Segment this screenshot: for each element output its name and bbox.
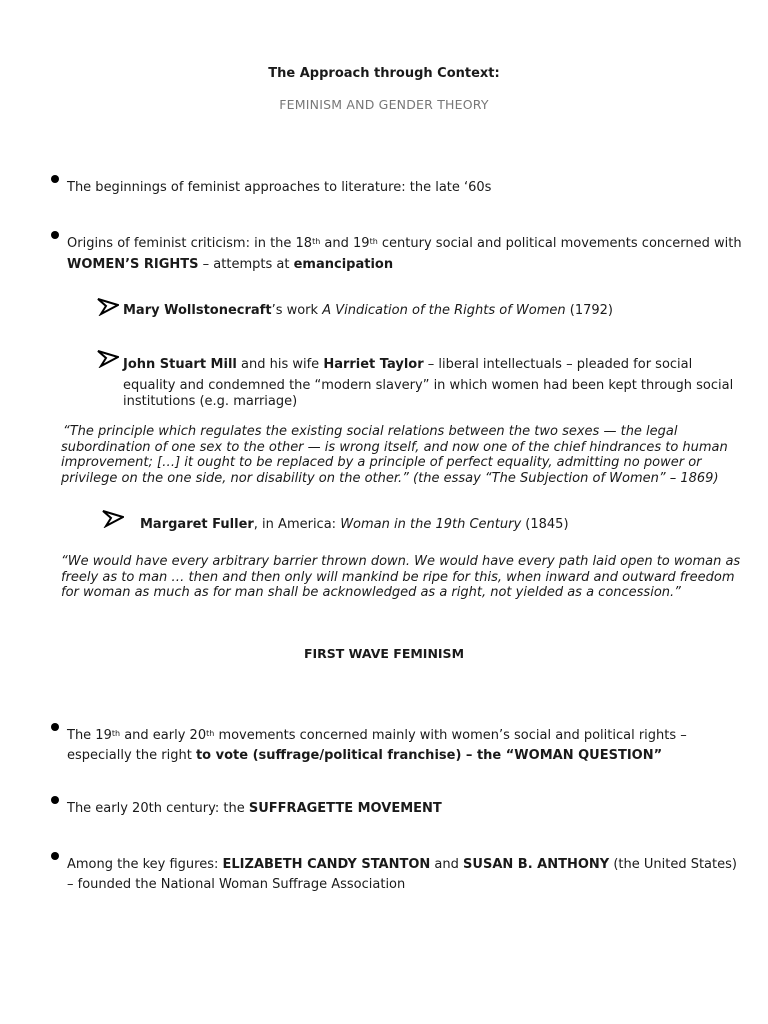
quote-mill-line2: subordination of one sex to the other — is wrong itself, and now one of the chief hindrances to human (61, 439, 728, 455)
page-subtitle: FEMINISM AND GENDER THEORY (279, 97, 489, 112)
subitem-mill: John Stuart Mill and his wife Harriet Taylor – liberal intellectuals – pleaded for social (123, 357, 693, 372)
subitem-wollstonecraft: Mary Wollstonecraft’s work A Vindication of the Rights of Women (1792) (123, 303, 613, 318)
quote-mill-line3: improvement; […] it ought to be replaced by a principle of perfect equality, admitting no power or (61, 455, 702, 470)
bullet-text-key-figures-line2: – founded the National Woman Suffrage Association (67, 877, 406, 892)
bullet-text-origins: Origins of feminist criticism: in the 18th and 19th century social and political movements concerned with (67, 236, 742, 251)
section-heading-first-wave: FIRST WAVE FEMINISM (303, 646, 465, 661)
bullet-text-beginnings: The beginnings of feminist approaches to literature: the late ‘60s (67, 180, 492, 195)
quote-fuller-line3: for woman as much as for man shall be acknowledged as a right, not yielded as a concession.” (61, 585, 681, 600)
subitem-mill-line2: equality and condemned the “modern slavery” in which women had been kept through social (123, 378, 734, 393)
bullet-text-movements-line2: especially the right to vote (suffrage/political franchise) – the “WOMAN QUESTION” (67, 748, 663, 763)
bullet-icon (51, 231, 59, 239)
bullet-text-movements: The 19th and early 20th movements concerned mainly with women’s social and political rights – (67, 728, 687, 743)
bullet-text-origins-line2: WOMEN’S RIGHTS – attempts at emancipation (67, 257, 394, 272)
bullet-icon (51, 852, 59, 860)
bullet-icon (51, 723, 59, 731)
bullet-text-key-figures: Among the key figures: ELIZABETH CANDY STANTON and SUSAN B. ANTHONY (the United States) (67, 857, 737, 872)
bullet-icon (51, 175, 59, 183)
quote-mill-line1: “The principle which regulates the existing social relations between the two sexes — the legal (63, 424, 678, 439)
page-title: The Approach through Context: (268, 66, 500, 81)
bullet-text-suffragette: The early 20th century: the SUFFRAGETTE MOVEMENT (67, 801, 442, 816)
arrow-bullet-icon (102, 508, 124, 528)
subitem-fuller: Margaret Fuller, in America: Woman in the 19th Century (1845) (140, 517, 569, 532)
subitem-mill-line3: institutions (e.g. marriage) (123, 394, 298, 409)
quote-mill-line4: privilege on the one side, nor disability on the other.” (the essay “The Subjection of Women” – 1869) (61, 470, 719, 486)
arrow-bullet-icon (97, 348, 119, 368)
bullet-icon (51, 796, 59, 804)
arrow-bullet-icon (97, 296, 119, 316)
quote-fuller-line2: freely as to man … then and then only will mankind be ripe for this, when inward and outward freedom (61, 569, 735, 585)
quote-fuller-line1: “We would have every arbitrary barrier thrown down. We would have every path laid open to woman as (61, 554, 741, 569)
